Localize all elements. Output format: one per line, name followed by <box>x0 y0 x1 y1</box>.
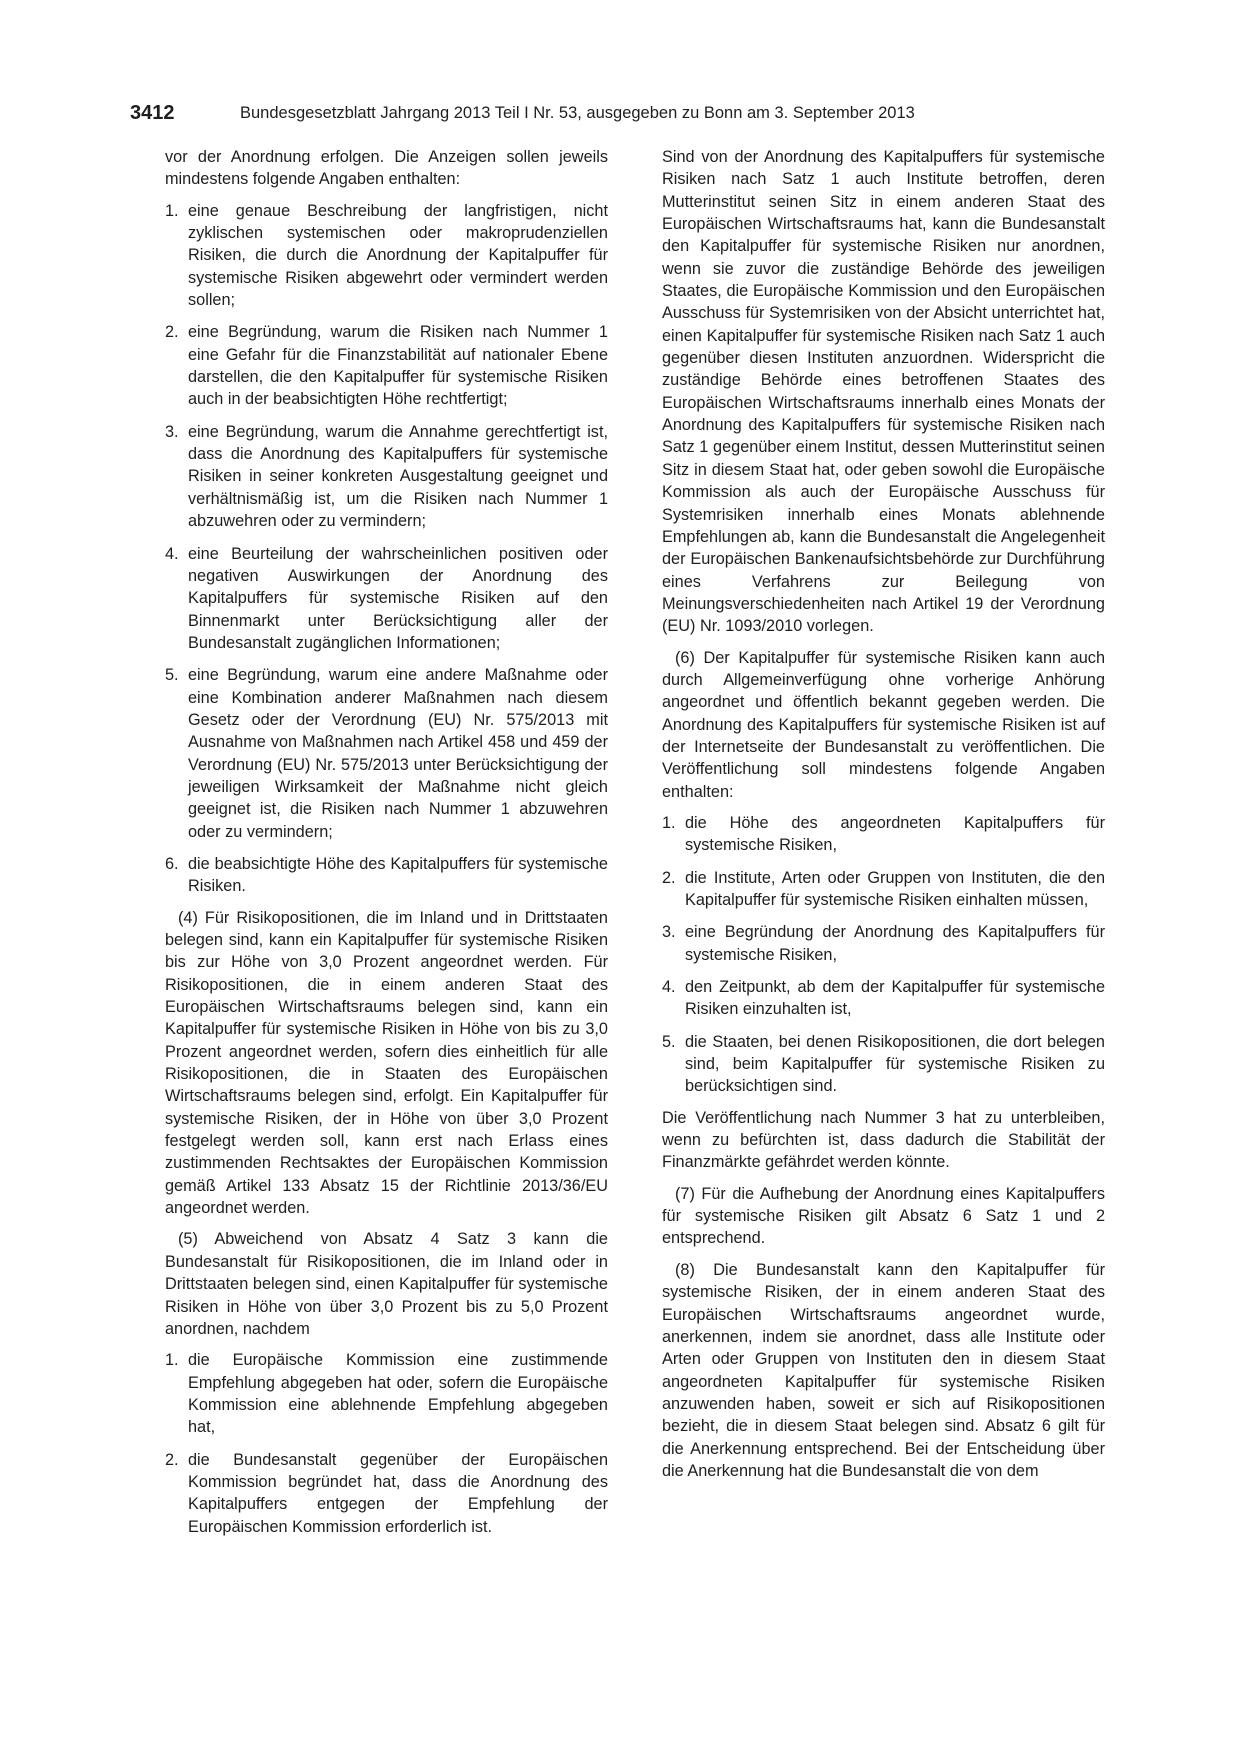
paragraph-continuation: Sind von der Anordnung des Kapitalpuffers für systemische Risiken nach Satz 1 auch Institute betroffen, deren Mutterinstitut seinen Sitz in einem anderen Staat des Europäischen Wirtschaftsraums hat, kann die Bundesanstalt den Kapitalpuffer für systemische Risiken nur anordnen, wenn sie zuvor die zuständige Behörde des jeweiligen Staates, die Europäische Kommission und den Europäischen Ausschuss für Systemrisiken von der Absicht unterrichtet hat, einen Kapitalpuffer für systemische Risiken nach Satz 1 auch gegenüber diesen Instituten anzuordnen. Widerspricht die zuständige Behörde eines betroffenen Staates des Europäischen Wirtschaftsraums innerhalb eines Monats der Anordnung des Kapitalpuffers für systemische Risiken nach Satz 1 gegenüber einem Institut, dessen Mutterinstitut seinen Sitz in diesem Staat hat, oder geben sowohl die Europäische Kommission als auch der Europäische Ausschuss für Systemrisiken innerhalb eines Monats ablehnende Empfehlungen ab, kann die Bundesanstalt die Angelegenheit der Europäischen Bankenaufsichtsbehörde zur Durchführung eines Verfahrens zur Beilegung von Meinungsverschiedenheiten nach Artikel 19 der Verordnung (EU) Nr. 1093/2010 vorlegen. <box>662 148 1105 636</box>
right-column <box>662 146 1105 1491</box>
paragraph-intro: vor der Anordnung erfolgen. Die Anzeigen sollen jeweils mindestens folgende Angaben enthalten: <box>165 148 608 189</box>
paragraph-6: (6) Der Kapitalpuffer für systemische Risiken kann auch durch Allgemeinverfügung ohne vorherige Anhörung angeordnet und öffentlich bekannt gegeben werden. Die Anordnung des Kapitalpuffers für systemische Risiken ist auf der Internetseite der Bundesanstalt zu veröffentlichen. Die Veröffentlichung soll mindestens folgende Angaben enthalten: <box>662 648 1105 801</box>
list-item <box>165 200 608 312</box>
list-item-number: 5. <box>662 1032 676 1051</box>
list-item-number: 6. <box>165 854 179 873</box>
list-item-number: 4. <box>662 978 676 997</box>
paragraph-6-tail: Die Veröffentlichung nach Nummer 3 hat zu unterbleiben, wenn zu befürchten ist, dass dadurch die Stabilität der Finanzmärkte gefährdet werden könnte. <box>662 1108 1105 1172</box>
list-item <box>662 1031 1105 1098</box>
list-item-text: die Staaten, bei denen Risikopositionen, die dort belegen sind, beim Kapitalpuffer für systemische Risiken zu berücksichtigen sind. <box>685 1032 1105 1096</box>
paragraph-8: (8) Die Bundesanstalt kann den Kapitalpuffer für systemische Risiken, der in einem anderen Staat des Europäischen Wirtschaftsraums angeordnet wurde, anerkennen, indem sie anordnet, dass alle Institute oder Arten oder Gruppen von Instituten den in diesem Staat angeordneten Kapitalpuffer für systemische Risiken anzuwenden haben, soweit er sich auf Risikopositionen bezieht, die in diesem Staat belegen sind. Absatz 6 gilt für die Anerkennung entsprechend. Bei der Entscheidung über die Anerkennung hat die Bundesanstalt die von dem <box>662 1260 1105 1480</box>
running-head: Bundesgesetzblatt Jahrgang 2013 Teil I Nr. 53, ausgegeben zu Bonn am 3. September 2013 <box>240 104 915 122</box>
list-item-number: 3. <box>165 422 179 441</box>
list-item-text: eine Beurteilung der wahrscheinlichen positiven oder negativen Auswirkungen der Anordnung des Kapitalpuffers für systemische Risiken auf den Binnenmarkt unter Berücksichtigung aller der Bundesanstalt zugänglichen Informationen; <box>188 544 608 652</box>
list-item <box>165 664 608 843</box>
page-number: 3412 <box>130 102 175 124</box>
list-item <box>165 1349 608 1438</box>
list-item <box>165 421 608 533</box>
list-item <box>662 812 1105 857</box>
list-item-number: 3. <box>662 923 676 942</box>
list-item <box>165 853 608 898</box>
page-header <box>130 100 1010 130</box>
required-information-list <box>165 200 608 898</box>
paragraph-7: (7) Für die Aufhebung der Anordnung eines Kapitalpuffers für systemische Risiken gilt Absatz 6 Satz 1 und 2 entsprechend. <box>662 1184 1105 1248</box>
list-item-text: den Zeitpunkt, ab dem der Kapitalpuffer für systemische Risiken einzuhalten ist, <box>685 978 1105 1019</box>
left-column <box>165 146 608 1547</box>
list-item <box>662 921 1105 966</box>
list-item <box>165 543 608 655</box>
paragraph-4: (4) Für Risikopositionen, die im Inland und in Drittstaaten belegen sind, kann ein Kapitalpuffer für systemische Risiken bis zur Höhe von 3,0 Prozent angeordnet werden. Für Risikopositionen, die in einem anderen Staat des Europäischen Wirtschaftsraums belegen sind, kann ein Kapitalpuffer für systemische Risiken in Höhe von bis zu 3,0 Prozent angeordnet werden, sofern dies einheitlich für alle Risikopositionen, die in Staaten des Europäischen Wirtschaftsraums belegen sind, erfolgt. Ein Kapitalpuffer für systemische Risiken, der in Höhe von über 3,0 Prozent festgelegt werden soll, kann erst nach Erlass eines zustimmenden Rechtsaktes der Europäischen Kommission gemäß Artikel 133 Absatz 15 der Richtlinie 2013/36/EU angeordnet werden. <box>165 908 608 1218</box>
list-item-text: eine Begründung der Anordnung des Kapitalpuffers für systemische Risiken, <box>685 923 1105 964</box>
list-item-text: eine Begründung, warum eine andere Maßnahme oder eine Kombination anderer Maßnahmen nach diesem Gesetz oder der Verordnung (EU) Nr. 575/2013 mit Ausnahme von Maßnahmen nach Artikel 458 und 459 der Verordnung (EU) Nr. 575/2013 unter Berücksichtigung der jeweiligen Wirksamkeit der Maßnahme nicht gleich geeignet ist, die Risiken nach Nummer 1 abzuwehren oder zu vermindern; <box>188 666 608 841</box>
list-item-text: die Institute, Arten oder Gruppen von Instituten, die den Kapitalpuffer für systemische Risiken einhalten müssen, <box>685 868 1105 909</box>
list-item-number: 1. <box>165 201 179 220</box>
conditions-list <box>165 1349 608 1538</box>
list-item-text: eine Begründung, warum die Risiken nach Nummer 1 eine Gefahr für die Finanzstabilität auf nationaler Ebene darstellen, die den Kapitalpuffer für systemische Risiken auch in der beabsichtigten Höhe rechtfertigt; <box>188 323 608 409</box>
publication-details-list <box>662 812 1105 1098</box>
list-item-number: 1. <box>165 1351 179 1370</box>
list-item <box>662 976 1105 1021</box>
list-item-number: 1. <box>662 813 676 832</box>
list-item-number: 5. <box>165 666 179 685</box>
list-item-text: die Höhe des angeordneten Kapitalpuffers für systemische Risiken, <box>685 813 1105 855</box>
list-item-text: die Bundesanstalt gegenüber der Europäischen Kommission begründet hat, dass die Anordnung des Kapitalpuffers entgegen der Empfehlung der Europäischen Kommission erforderlich ist. <box>188 1450 608 1536</box>
list-item-text: eine Begründung, warum die Annahme gerechtfertigt ist, dass die Anordnung des Kapitalpuffers für systemische Risiken in seiner konkreten Ausgestaltung geeignet und verhältnismäßig ist, um die Risiken nach Nummer 1 abzuwehren oder zu vermindern; <box>188 422 608 531</box>
list-item-text: die Europäische Kommission eine zustimmende Empfehlung abgegeben hat oder, sofern die Europäische Kommission eine ablehnende Empfehlung abgegeben hat, <box>188 1351 608 1437</box>
list-item-number: 4. <box>165 544 179 563</box>
list-item <box>165 321 608 410</box>
list-item-number: 2. <box>165 1450 179 1469</box>
list-item-number: 2. <box>165 323 179 342</box>
list-item-number: 2. <box>662 868 676 887</box>
list-item <box>165 1449 608 1538</box>
list-item-text: eine genaue Beschreibung der langfristigen, nicht zyklischen systemischen oder makroprudenziellen Risiken, die durch die Anordnung der Kapitalpuffer für systemische Risiken abgewehrt oder vermindert werden sollen; <box>188 201 608 310</box>
list-item-text: die beabsichtigte Höhe des Kapitalpuffers für systemische Risiken. <box>188 854 608 896</box>
paragraph-5: (5) Abweichend von Absatz 4 Satz 3 kann die Bundesanstalt für Risikopositionen, die im Inland oder in Drittstaaten belegen sind, einen Kapitalpuffer für systemische Risiken in Höhe von über 3,0 Prozent bis zu 5,0 Prozent anordnen, nachdem <box>165 1230 608 1338</box>
list-item <box>662 867 1105 912</box>
